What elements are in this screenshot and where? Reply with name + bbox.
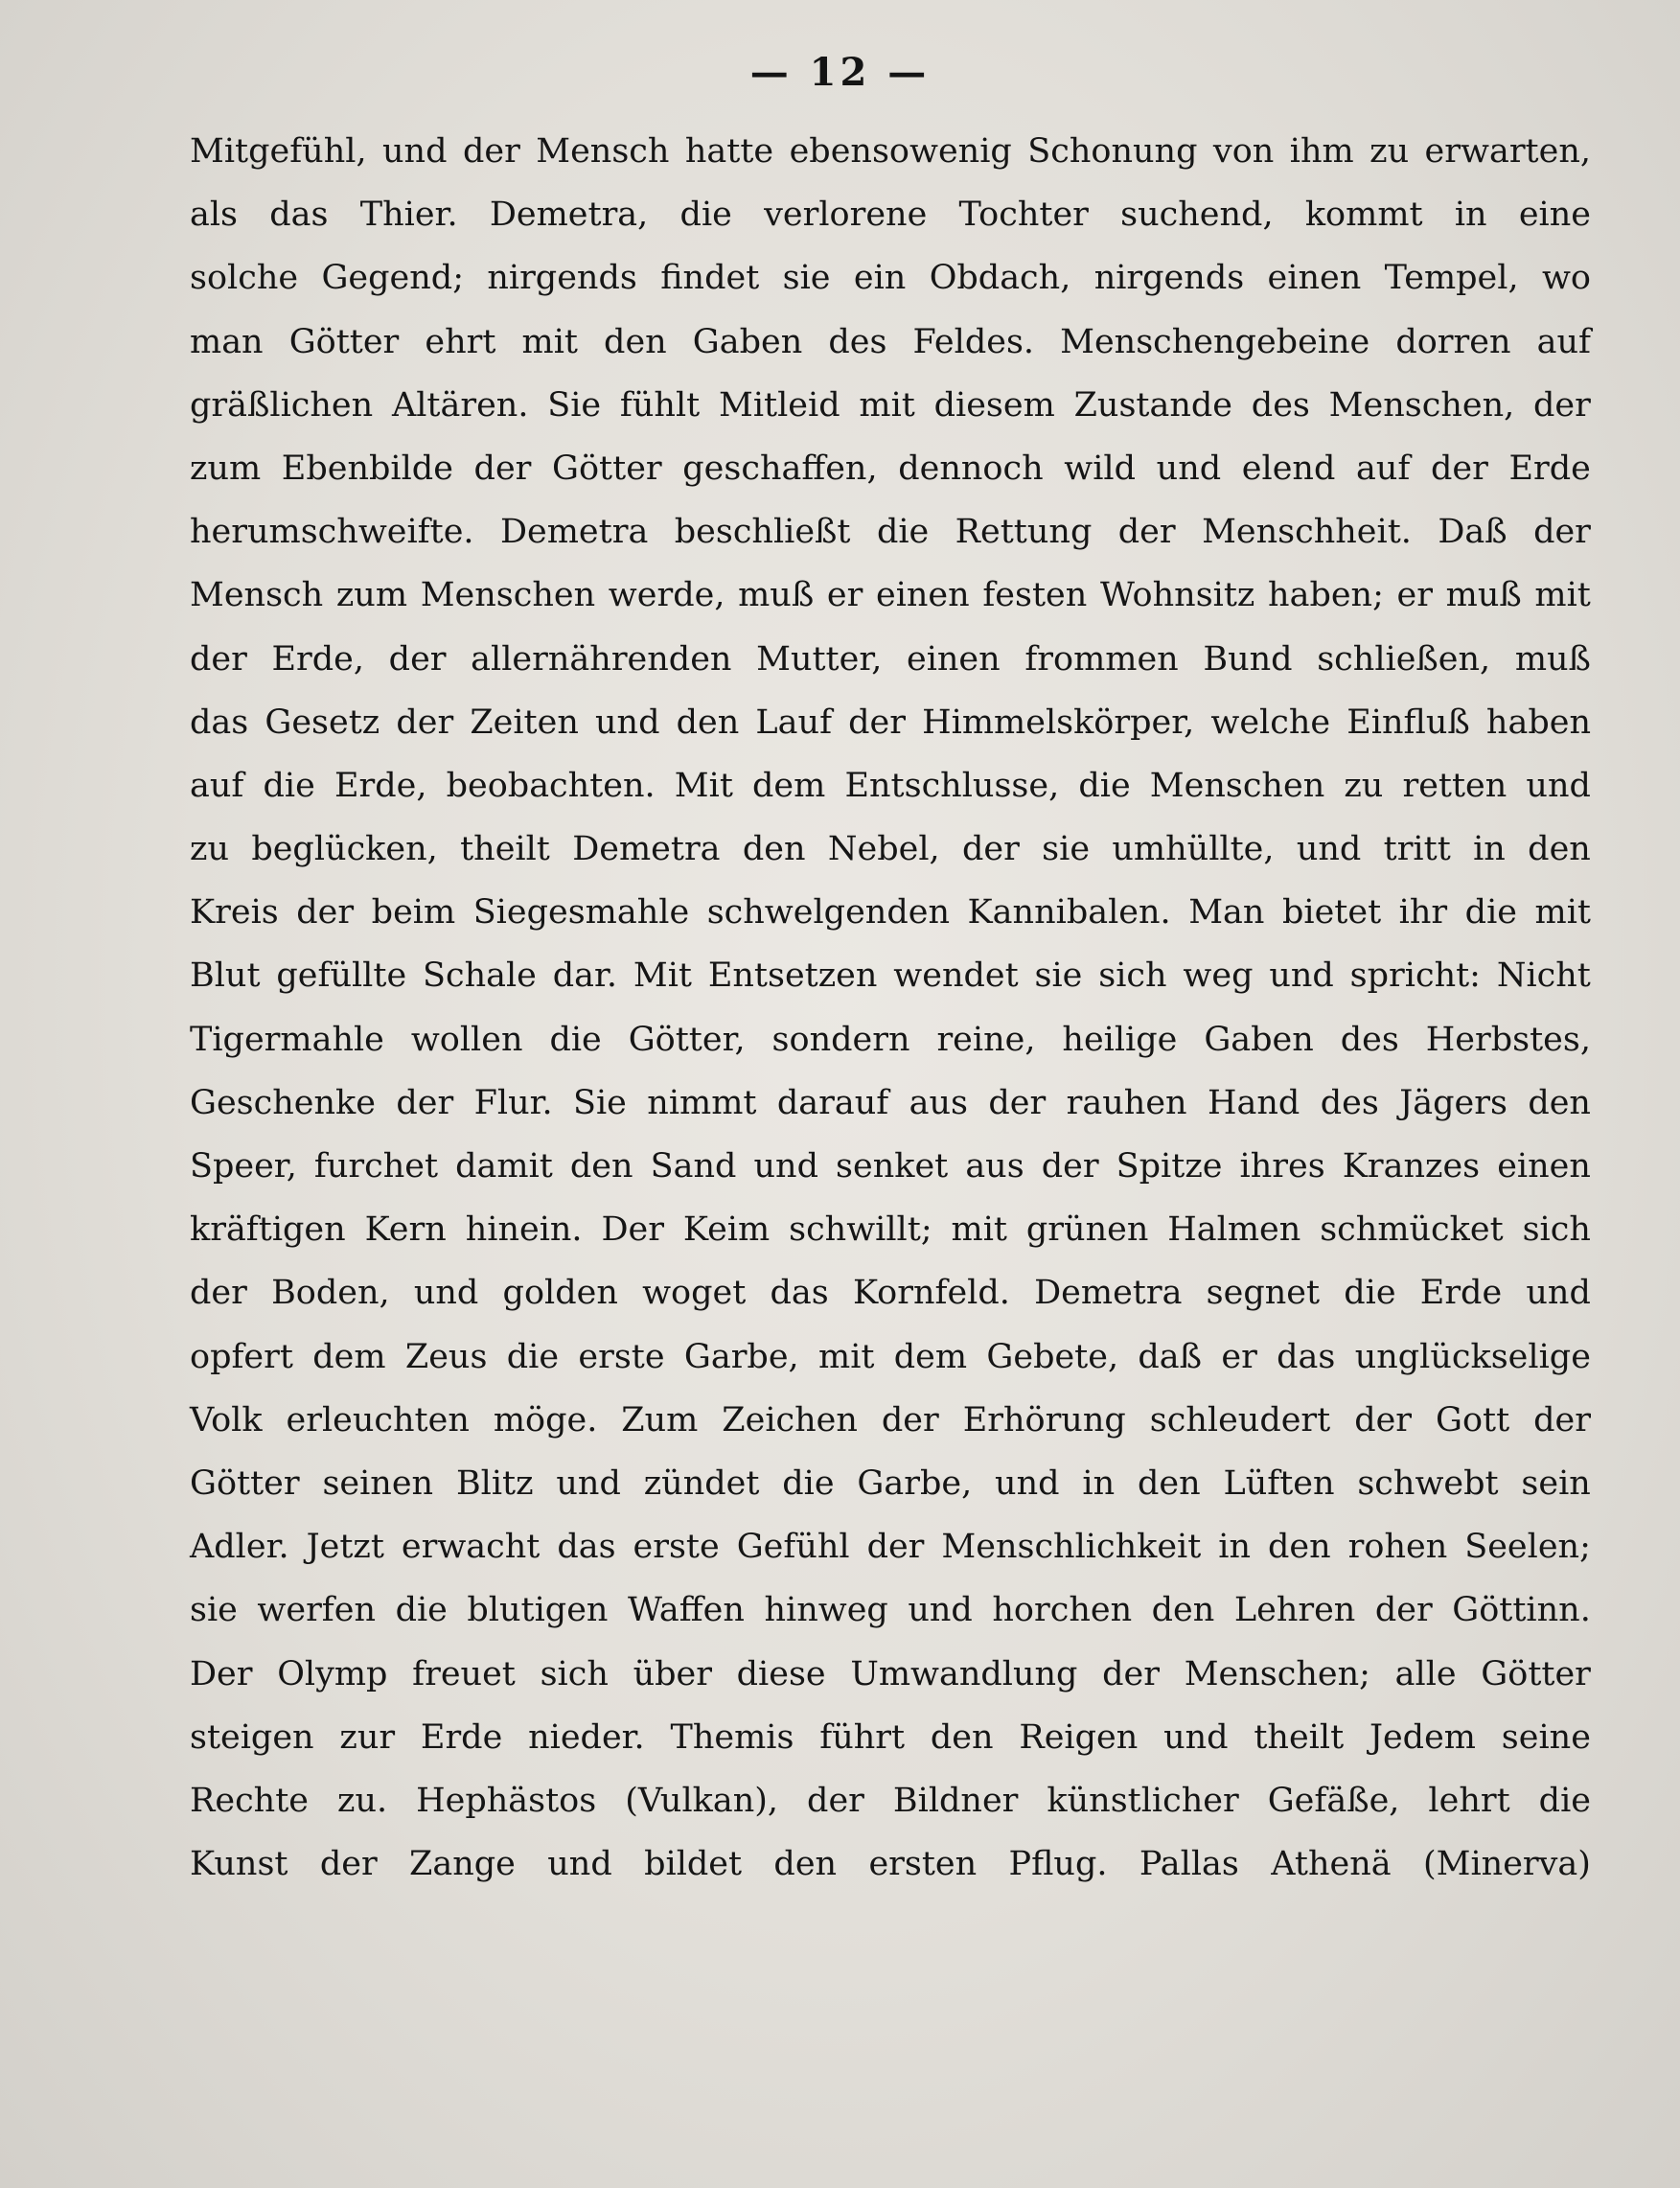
text-line: Mitgefühl, und der Mensch hatte ebensowenig Schonung von ihm zu erwarten, bbox=[190, 132, 1591, 171]
text-line: als das Thier. Demetra, die verlorene Tochter suchend, kommt in eine bbox=[190, 196, 1591, 235]
text-line: zum Ebenbilde der Götter geschaffen, dennoch wild und elend auf der Erde bbox=[190, 449, 1591, 488]
text-line: sie werfen die blutigen Waffen hinweg und horchen den Lehren der Göttinn. bbox=[190, 1591, 1591, 1630]
text-line: das Gesetz der Zeiten und den Lauf der Himmelskörper, welche Einfluß haben bbox=[190, 702, 1591, 742]
text-line: Götter seinen Blitz und zündet die Garbe, und in den Lüften schwebt sein bbox=[190, 1463, 1591, 1503]
text-line: der Boden, und golden woget das Kornfeld. Demetra segnet die Erde und bbox=[190, 1274, 1591, 1313]
text-line: Kunst der Zange und bildet den ersten Pflug. Pallas Athenä (Minerva) bbox=[190, 1845, 1591, 1884]
text-line: gräßlichen Altären. Sie fühlt Mitleid mit diesem Zustande des Menschen, der bbox=[190, 385, 1591, 425]
body-text bbox=[190, 132, 1591, 1908]
text-line: auf die Erde, beobachten. Mit dem Entschlusse, die Menschen zu retten und bbox=[190, 766, 1591, 805]
text-line: Speer, furchet damit den Sand und senket aus der Spitze ihres Kranzes einen bbox=[190, 1147, 1591, 1186]
text-line: Mensch zum Menschen werde, muß er einen festen Wohnsitz haben; er muß mit bbox=[190, 576, 1591, 615]
text-line: Kreis der beim Siegesmahle schwelgenden Kannibalen. Man bietet ihr die mit bbox=[190, 893, 1591, 933]
text-line: Blut gefüllte Schale dar. Mit Entsetzen wendet sie sich weg und spricht: Nicht bbox=[190, 956, 1591, 996]
text-line: opfert dem Zeus die erste Garbe, mit dem Gebete, daß er das unglückselige bbox=[190, 1337, 1591, 1376]
text-line: steigen zur Erde nieder. Themis führt den Reigen und theilt Jedem seine bbox=[190, 1717, 1591, 1757]
text-line: Geschenke der Flur. Sie nimmt darauf aus der rauhen Hand des Jägers den bbox=[190, 1083, 1591, 1122]
text-line: zu beglücken, theilt Demetra den Nebel, der sie umhüllte, und tritt in den bbox=[190, 830, 1591, 869]
text-line: Adler. Jetzt erwacht das erste Gefühl der Menschlichkeit in den rohen Seelen; bbox=[190, 1528, 1591, 1567]
text-line: Tigermahle wollen die Götter, sondern reine, heilige Gaben des Herbstes, bbox=[190, 1020, 1591, 1059]
page-number: — 12 — bbox=[749, 50, 931, 95]
text-line: herumschweifte. Demetra beschließt die Rettung der Menschheit. Daß der bbox=[190, 513, 1591, 552]
text-line: man Götter ehrt mit den Gaben des Feldes. Menschengebeine dorren auf bbox=[190, 322, 1591, 361]
text-line: Volk erleuchten möge. Zum Zeichen der Erhörung schleudert der Gott der bbox=[190, 1400, 1591, 1439]
text-line: Der Olymp freuet sich über diese Umwandlung der Menschen; alle Götter bbox=[190, 1654, 1591, 1693]
text-line: solche Gegend; nirgends findet sie ein Obdach, nirgends einen Tempel, wo bbox=[190, 259, 1591, 298]
text-line: Rechte zu. Hephästos (Vulkan), der Bildner künstlicher Gefäße, lehrt die bbox=[190, 1781, 1591, 1820]
text-line: der Erde, der allernährenden Mutter, einen frommen Bund schließen, muß bbox=[190, 639, 1591, 679]
text-line: kräftigen Kern hinein. Der Keim schwillt; mit grünen Halmen schmücket sich bbox=[190, 1210, 1591, 1250]
